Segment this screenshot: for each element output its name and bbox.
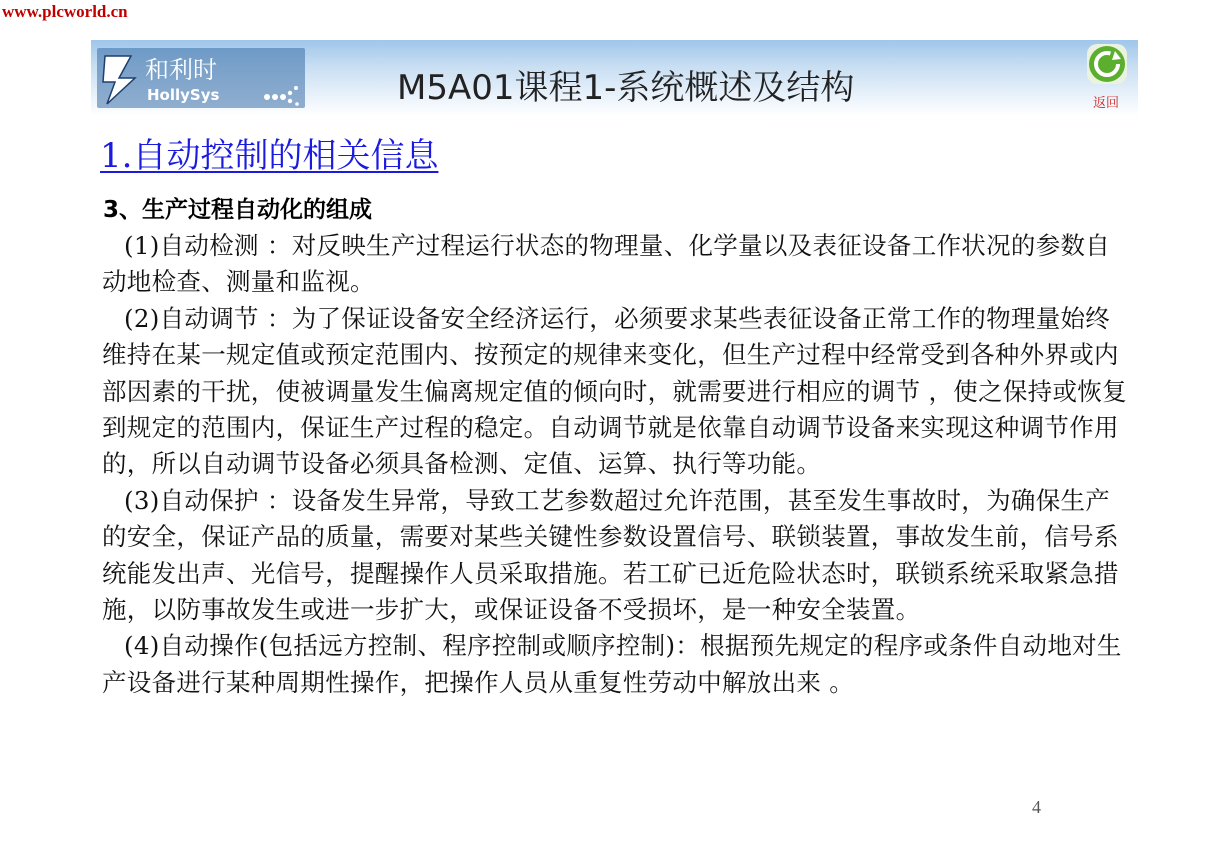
back-button[interactable] [1085, 42, 1137, 114]
logo-english-text: HollySys [147, 86, 220, 104]
page-number: 4 [1032, 797, 1041, 817]
hollysys-logo [97, 46, 307, 110]
logo-chinese-text: 和利时 [145, 56, 217, 84]
subheading: 3、生产过程自动化的组成 [103, 197, 373, 223]
paragraph-auto-regulation: (2)自动调节 ：为了保证设备安全经济运行，必须要求某些表征设备正常工作的物理量始终维持在某一规定值或预定范围内、按预定的规律来变化，但生产过程中经常受到各种外界或内部因素的干扰，使被调量发生偏离规定值的倾向时，就需要进行相应的调节 ，使之保持或恢复到规定的范围内，保证生产过程的稳定。自动调节就是依靠自动调节设备来实现这种调节作用的，所以自动调节设备必须具备检测、定值、运算、执行等功能。 [102, 303, 1127, 479]
paragraph-auto-protection: (3)自动保护 ：设备发生异常，导致工艺参数超过允许范围，甚至发生事故时，为确保生产的安全，保证产品的质量，需要对某些关键性参数设置信号、联锁装置，事故发生前，信号系统能发出声、光信号，提醒操作人员采取措施。若工矿已近危险状态时，联锁系统采取紧急措施，以防事故发生或进一步扩大，或保证设备不受损坏，是一种安全装置。 [102, 485, 1119, 625]
course-title: M5A01课程1-系统概述及结构 [397, 68, 855, 108]
paragraph-auto-operation: (4)自动操作(包括远方控制、程序控制或顺序控制)：根据预先规定的程序或条件自动地对生产设备进行某种周期性操作，把操作人员从重复性劳动中解放出来 。 [102, 631, 1122, 697]
green-circular-arrow-icon [1085, 42, 1129, 88]
back-label: 返回 [1092, 96, 1119, 111]
section-title: 1.自动控制的相关信息 [100, 136, 439, 176]
watermark[interactable]: www.plcworld.cn [2, 2, 128, 21]
body-text [102, 228, 1132, 701]
paragraph-auto-detection: (1)自动检测 ：对反映生产过程运行状态的物理量、化学量以及表征设备工作状况的参数自动地检查、测量和监视。 [102, 231, 1111, 297]
header-banner [91, 40, 1138, 116]
